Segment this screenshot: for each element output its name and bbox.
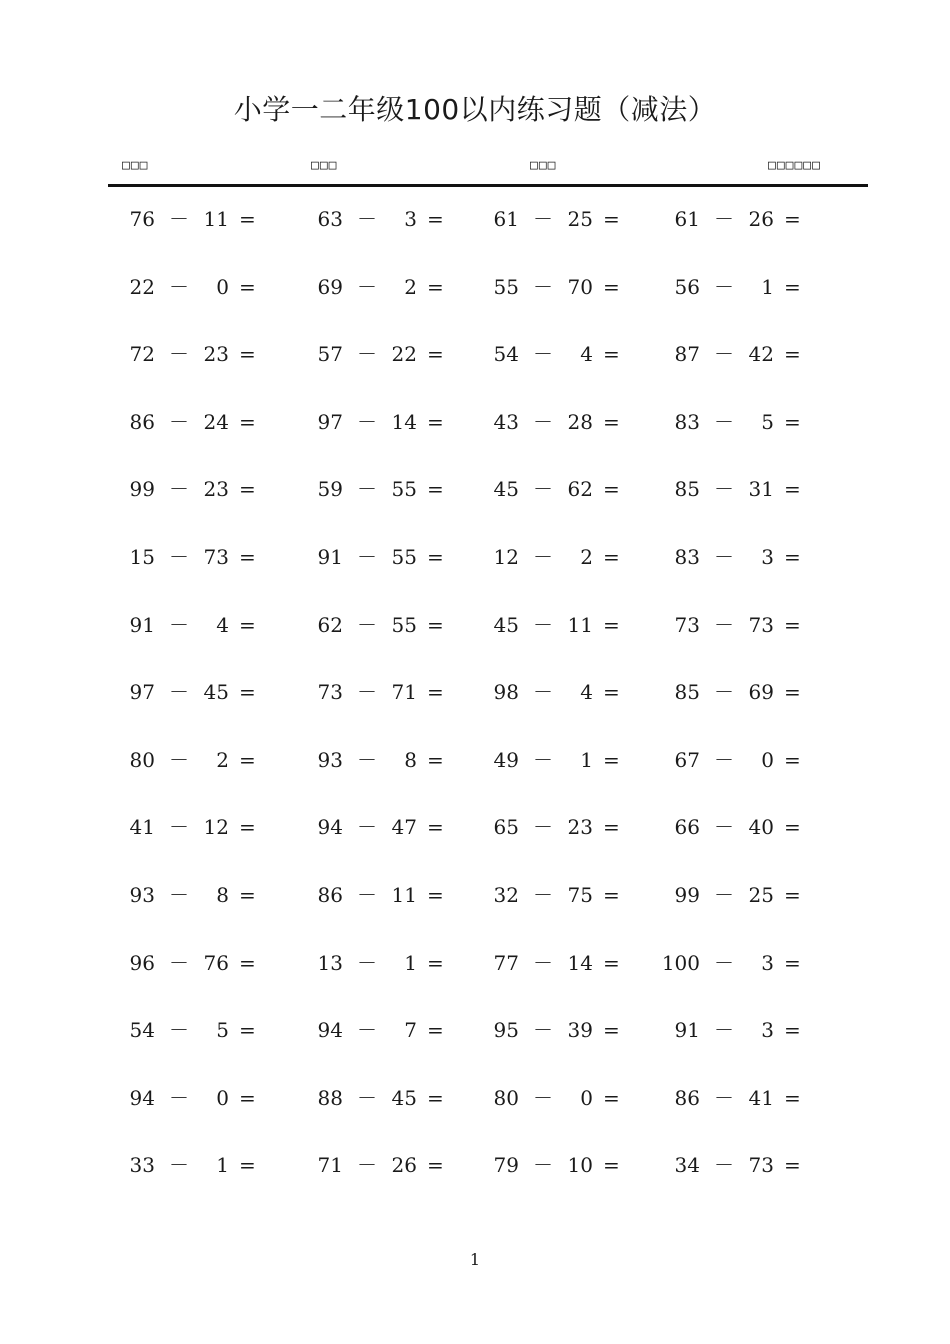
minus-sign: － xyxy=(169,1018,189,1043)
equals-sign: = xyxy=(239,274,256,299)
equals-sign: = xyxy=(784,1018,801,1043)
subtrahend: 1 xyxy=(761,274,774,299)
minus-sign: － xyxy=(169,545,189,569)
minus-sign: － xyxy=(357,883,377,907)
subtrahend: 26 xyxy=(748,207,774,231)
minus-sign: － xyxy=(357,274,377,299)
minus-sign: － xyxy=(357,612,377,637)
equals-sign: = xyxy=(239,680,256,705)
minus-sign: － xyxy=(533,1153,553,1178)
minuend: 86 xyxy=(129,409,155,434)
subtrahend: 26 xyxy=(391,1153,417,1178)
minus-sign: － xyxy=(714,747,734,772)
minuend: 63 xyxy=(317,207,343,231)
minus-sign: － xyxy=(714,1153,734,1178)
problem-row xyxy=(0,880,950,910)
subtrahend: 14 xyxy=(567,950,593,975)
minus-sign: － xyxy=(357,477,377,502)
minus-sign: － xyxy=(169,1085,189,1110)
equals-sign: = xyxy=(603,545,620,569)
subtrahend: 11 xyxy=(203,207,229,231)
subtrahend: 3 xyxy=(761,545,774,569)
subtrahend: 75 xyxy=(567,883,593,907)
equals-sign: = xyxy=(784,1153,801,1178)
minuend: 95 xyxy=(493,1018,519,1043)
minuend: 99 xyxy=(129,477,155,502)
minuend: 61 xyxy=(674,207,700,231)
subtrahend: 22 xyxy=(391,342,417,367)
minus-sign: － xyxy=(533,342,553,367)
equals-sign: = xyxy=(427,1153,444,1178)
minuend: 33 xyxy=(129,1153,155,1178)
subtrahend: 8 xyxy=(216,883,229,907)
minus-sign: － xyxy=(714,477,734,502)
equals-sign: = xyxy=(239,815,256,840)
equals-sign: = xyxy=(603,815,620,840)
minus-sign: － xyxy=(169,207,189,231)
problem-row xyxy=(0,677,950,707)
minuend: 97 xyxy=(129,680,155,705)
equals-sign: = xyxy=(427,274,444,299)
subtrahend: 7 xyxy=(404,1018,417,1043)
problem-row xyxy=(0,948,950,978)
minuend: 80 xyxy=(129,747,155,772)
equals-sign: = xyxy=(603,1153,620,1178)
minuend: 65 xyxy=(493,815,519,840)
minus-sign: － xyxy=(533,545,553,569)
minus-sign: － xyxy=(714,342,734,367)
subtrahend: 31 xyxy=(748,477,774,502)
subtrahend: 5 xyxy=(216,1018,229,1043)
subtrahend: 28 xyxy=(567,409,593,434)
minus-sign: － xyxy=(533,680,553,705)
equals-sign: = xyxy=(603,1085,620,1110)
subtrahend: 55 xyxy=(391,477,417,502)
minuend: 62 xyxy=(317,612,343,637)
minus-sign: － xyxy=(169,612,189,637)
problem-row xyxy=(0,407,950,437)
minus-sign: － xyxy=(714,545,734,569)
minuend: 72 xyxy=(129,342,155,367)
equals-sign: = xyxy=(784,207,801,231)
minuend: 85 xyxy=(674,477,700,502)
subtrahend: 4 xyxy=(580,680,593,705)
subtrahend: 39 xyxy=(567,1018,593,1043)
equals-sign: = xyxy=(239,883,256,907)
header-label-1: □□□ xyxy=(122,158,149,173)
minuend: 67 xyxy=(674,747,700,772)
subtrahend: 41 xyxy=(748,1085,774,1110)
minuend: 45 xyxy=(493,612,519,637)
minuend: 41 xyxy=(129,815,155,840)
subtrahend: 40 xyxy=(748,815,774,840)
subtrahend: 1 xyxy=(580,747,593,772)
equals-sign: = xyxy=(784,274,801,299)
subtrahend: 2 xyxy=(216,747,229,772)
equals-sign: = xyxy=(239,409,256,434)
equals-sign: = xyxy=(239,342,256,367)
minus-sign: － xyxy=(357,950,377,975)
equals-sign: = xyxy=(239,1153,256,1178)
minus-sign: － xyxy=(169,274,189,299)
minuend: 57 xyxy=(317,342,343,367)
subtrahend: 70 xyxy=(567,274,593,299)
subtrahend: 23 xyxy=(567,815,593,840)
equals-sign: = xyxy=(784,612,801,637)
subtrahend: 3 xyxy=(404,207,417,231)
minuend: 83 xyxy=(674,545,700,569)
minuend: 96 xyxy=(129,950,155,975)
minuend: 93 xyxy=(317,747,343,772)
problem-row xyxy=(0,610,950,640)
equals-sign: = xyxy=(603,409,620,434)
minuend: 32 xyxy=(493,883,519,907)
problem-row xyxy=(0,474,950,504)
page-title: 小学一二年级100以内练习题（减法） xyxy=(233,93,717,126)
equals-sign: = xyxy=(427,612,444,637)
equals-sign: = xyxy=(427,409,444,434)
minuend: 94 xyxy=(317,1018,343,1043)
subtrahend: 45 xyxy=(203,680,229,705)
minus-sign: － xyxy=(714,1018,734,1043)
subtrahend: 3 xyxy=(761,950,774,975)
minus-sign: － xyxy=(533,950,553,975)
minus-sign: － xyxy=(169,409,189,434)
minuend: 71 xyxy=(317,1153,343,1178)
subtrahend: 25 xyxy=(567,207,593,231)
subtrahend: 73 xyxy=(748,1153,774,1178)
minuend: 73 xyxy=(317,680,343,705)
problem-row xyxy=(0,812,950,842)
minuend: 54 xyxy=(129,1018,155,1043)
equals-sign: = xyxy=(427,207,444,231)
equals-sign: = xyxy=(427,1018,444,1043)
minuend: 86 xyxy=(674,1085,700,1110)
minuend: 91 xyxy=(674,1018,700,1043)
minuend: 61 xyxy=(493,207,519,231)
subtrahend: 11 xyxy=(567,612,593,637)
subtrahend: 73 xyxy=(203,545,229,569)
equals-sign: = xyxy=(603,342,620,367)
subtrahend: 55 xyxy=(391,612,417,637)
minus-sign: － xyxy=(357,815,377,840)
minus-sign: － xyxy=(169,950,189,975)
minuend: 59 xyxy=(317,477,343,502)
minus-sign: － xyxy=(169,883,189,907)
equals-sign: = xyxy=(603,747,620,772)
minus-sign: － xyxy=(357,1018,377,1043)
minus-sign: － xyxy=(714,1085,734,1110)
minus-sign: － xyxy=(533,747,553,772)
problem-row xyxy=(0,339,950,369)
minuend: 94 xyxy=(129,1085,155,1110)
equals-sign: = xyxy=(603,950,620,975)
equals-sign: = xyxy=(603,207,620,231)
subtrahend: 0 xyxy=(761,747,774,772)
minuend: 12 xyxy=(493,545,519,569)
problem-row xyxy=(0,1015,950,1045)
minus-sign: － xyxy=(533,477,553,502)
subtrahend: 2 xyxy=(404,274,417,299)
minus-sign: － xyxy=(357,747,377,772)
subtrahend: 25 xyxy=(748,883,774,907)
minuend: 56 xyxy=(674,274,700,299)
problem-row xyxy=(0,272,950,302)
minus-sign: － xyxy=(714,815,734,840)
minuend: 76 xyxy=(129,207,155,231)
minus-sign: － xyxy=(169,342,189,367)
minuend: 91 xyxy=(317,545,343,569)
equals-sign: = xyxy=(603,883,620,907)
equals-sign: = xyxy=(784,1085,801,1110)
equals-sign: = xyxy=(603,680,620,705)
minuend: 49 xyxy=(493,747,519,772)
minus-sign: － xyxy=(714,950,734,975)
minus-sign: － xyxy=(169,1153,189,1178)
minus-sign: － xyxy=(714,274,734,299)
equals-sign: = xyxy=(784,950,801,975)
minus-sign: － xyxy=(714,680,734,705)
minus-sign: － xyxy=(357,207,377,231)
subtrahend: 4 xyxy=(580,342,593,367)
minus-sign: － xyxy=(357,342,377,367)
minus-sign: － xyxy=(714,409,734,434)
equals-sign: = xyxy=(239,747,256,772)
subtrahend: 71 xyxy=(391,680,417,705)
minuend: 79 xyxy=(493,1153,519,1178)
minuend: 77 xyxy=(493,950,519,975)
equals-sign: = xyxy=(427,883,444,907)
equals-sign: = xyxy=(784,409,801,434)
subtrahend: 1 xyxy=(404,950,417,975)
equals-sign: = xyxy=(603,477,620,502)
problem-row xyxy=(0,745,950,775)
minus-sign: － xyxy=(533,409,553,434)
header-label-2: □□□ xyxy=(311,158,338,173)
equals-sign: = xyxy=(784,680,801,705)
minuend: 15 xyxy=(129,545,155,569)
equals-sign: = xyxy=(784,815,801,840)
minuend: 86 xyxy=(317,883,343,907)
minuend: 22 xyxy=(129,274,155,299)
minuend: 97 xyxy=(317,409,343,434)
subtrahend: 62 xyxy=(567,477,593,502)
equals-sign: = xyxy=(784,477,801,502)
minus-sign: － xyxy=(533,207,553,231)
equals-sign: = xyxy=(784,747,801,772)
header-label-3: □□□ xyxy=(530,158,557,173)
minuend: 83 xyxy=(674,409,700,434)
subtrahend: 4 xyxy=(216,612,229,637)
subtrahend: 47 xyxy=(391,815,417,840)
minuend: 54 xyxy=(493,342,519,367)
minus-sign: － xyxy=(357,1153,377,1178)
minus-sign: － xyxy=(533,1018,553,1043)
minus-sign: － xyxy=(533,274,553,299)
minuend: 13 xyxy=(317,950,343,975)
minuend: 66 xyxy=(674,815,700,840)
equals-sign: = xyxy=(427,1085,444,1110)
problem-row xyxy=(0,1083,950,1113)
subtrahend: 0 xyxy=(216,1085,229,1110)
minuend: 85 xyxy=(674,680,700,705)
equals-sign: = xyxy=(784,883,801,907)
minuend: 45 xyxy=(493,477,519,502)
minus-sign: － xyxy=(533,815,553,840)
minuend: 73 xyxy=(674,612,700,637)
equals-sign: = xyxy=(427,545,444,569)
minuend: 91 xyxy=(129,612,155,637)
equals-sign: = xyxy=(239,545,256,569)
equals-sign: = xyxy=(427,477,444,502)
minuend: 80 xyxy=(493,1085,519,1110)
equals-sign: = xyxy=(427,680,444,705)
equals-sign: = xyxy=(603,1018,620,1043)
minus-sign: － xyxy=(714,883,734,907)
subtrahend: 45 xyxy=(391,1085,417,1110)
equals-sign: = xyxy=(784,545,801,569)
minuend: 69 xyxy=(317,274,343,299)
minus-sign: － xyxy=(357,680,377,705)
equals-sign: = xyxy=(603,274,620,299)
equals-sign: = xyxy=(239,950,256,975)
subtrahend: 10 xyxy=(567,1153,593,1178)
equals-sign: = xyxy=(427,950,444,975)
subtrahend: 1 xyxy=(216,1153,229,1178)
minuend: 93 xyxy=(129,883,155,907)
equals-sign: = xyxy=(427,747,444,772)
problem-row xyxy=(0,204,950,234)
minus-sign: － xyxy=(533,883,553,907)
minuend: 94 xyxy=(317,815,343,840)
problem-row xyxy=(0,1150,950,1180)
problem-row xyxy=(0,542,950,572)
minus-sign: － xyxy=(169,477,189,502)
equals-sign: = xyxy=(239,1018,256,1043)
minuend: 99 xyxy=(674,883,700,907)
subtrahend: 3 xyxy=(761,1018,774,1043)
subtrahend: 42 xyxy=(748,342,774,367)
equals-sign: = xyxy=(427,342,444,367)
equals-sign: = xyxy=(427,815,444,840)
equals-sign: = xyxy=(603,612,620,637)
subtrahend: 69 xyxy=(748,680,774,705)
subtrahend: 24 xyxy=(203,409,229,434)
minus-sign: － xyxy=(357,409,377,434)
subtrahend: 8 xyxy=(404,747,417,772)
minuend: 55 xyxy=(493,274,519,299)
minus-sign: － xyxy=(169,680,189,705)
subtrahend: 0 xyxy=(580,1085,593,1110)
subtrahend: 12 xyxy=(203,815,229,840)
subtrahend: 0 xyxy=(216,274,229,299)
header-label-4: □□□□□□ xyxy=(768,158,821,173)
minus-sign: － xyxy=(169,747,189,772)
equals-sign: = xyxy=(239,612,256,637)
subtrahend: 55 xyxy=(391,545,417,569)
minuend: 88 xyxy=(317,1085,343,1110)
subtrahend: 2 xyxy=(580,545,593,569)
equals-sign: = xyxy=(239,477,256,502)
minus-sign: － xyxy=(533,1085,553,1110)
minus-sign: － xyxy=(714,612,734,637)
minus-sign: － xyxy=(714,207,734,231)
minuend: 34 xyxy=(674,1153,700,1178)
page-number: 1 xyxy=(469,1250,481,1269)
subtrahend: 11 xyxy=(391,883,417,907)
subtrahend: 23 xyxy=(203,477,229,502)
minuend: 87 xyxy=(674,342,700,367)
subtrahend: 14 xyxy=(391,409,417,434)
minuend: 98 xyxy=(493,680,519,705)
equals-sign: = xyxy=(239,207,256,231)
minus-sign: － xyxy=(533,612,553,637)
minuend: 100 xyxy=(661,950,700,975)
minuend: 43 xyxy=(493,409,519,434)
minus-sign: － xyxy=(357,1085,377,1110)
equals-sign: = xyxy=(784,342,801,367)
subtrahend: 5 xyxy=(761,409,774,434)
minus-sign: － xyxy=(357,545,377,569)
subtrahend: 73 xyxy=(748,612,774,637)
subtrahend: 23 xyxy=(203,342,229,367)
equals-sign: = xyxy=(239,1085,256,1110)
subtrahend: 76 xyxy=(203,950,229,975)
minus-sign: － xyxy=(169,815,189,840)
